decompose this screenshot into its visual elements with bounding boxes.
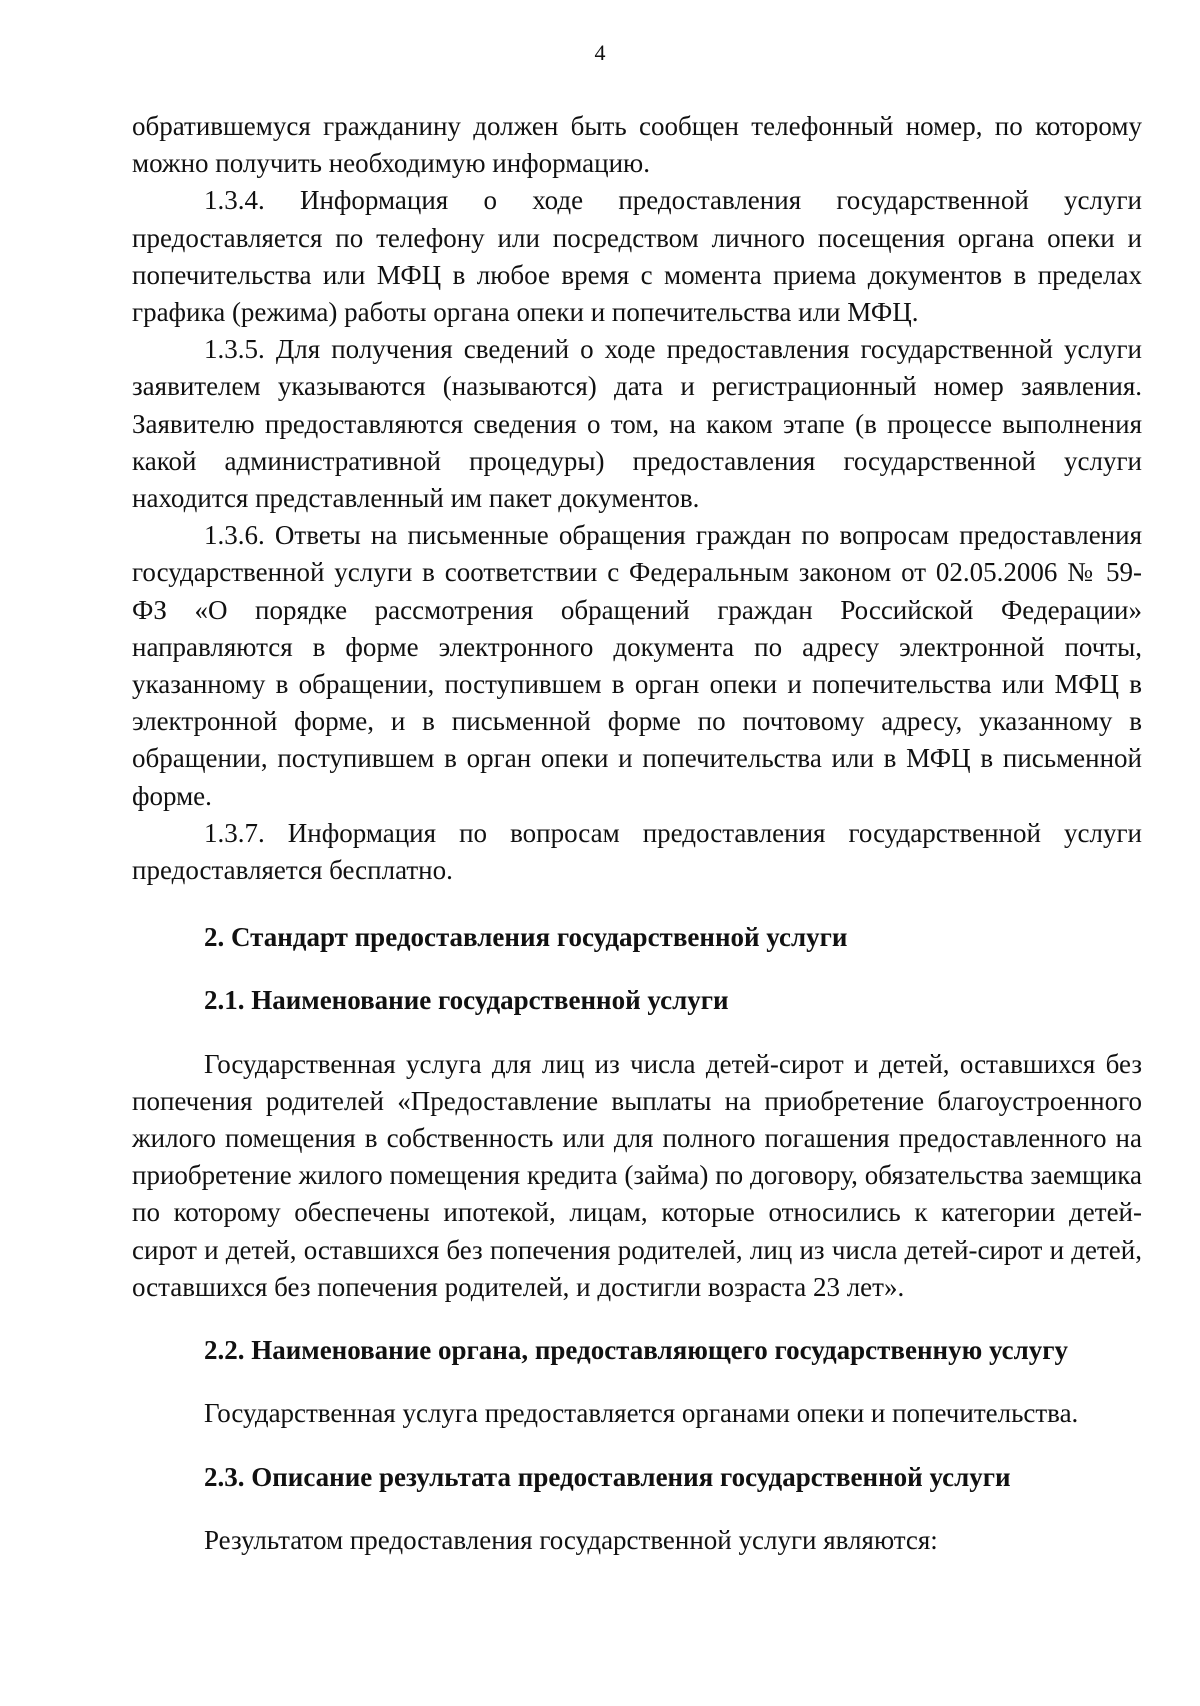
- paragraph-1-3-4: 1.3.4. Информация о ходе предоставления государственной услуги предоставляется по телефону или посредством личного посещения органа опеки и попечительства или МФЦ в любое время с момента приема документов в пределах графика (режима) работы органа опеки и попечительства или МФЦ.: [132, 185, 1142, 328]
- paragraph-1-3-7: 1.3.7. Информация по вопросам предоставления государственной услуги предоставляется бесплатно.: [132, 817, 1142, 886]
- paragraph-1-3-5: 1.3.5. Для получения сведений о ходе предоставления государственной услуги заявителем указываются (называются) дата и регистрационный номер заявления. Заявителю предоставляются сведения о том, на каком этапе (в процессе выполнения какой административной процедуры) предоставления государственной услуги находится представленный им пакет документов.: [132, 334, 1142, 514]
- section-2-3-heading: 2.3. Описание результата предоставления государственной услуги: [204, 1461, 1011, 1492]
- section-2-heading: 2. Стандарт предоставления государственной услуги: [204, 922, 848, 953]
- paragraph-1-3-6: 1.3.6. Ответы на письменные обращения граждан по вопросам предоставления государственной услуги в соответствии с Федеральным законом от 02.05.2006 № 59-ФЗ «О порядке рассмотрения обращений граждан Российской Федерации» направляются в форме электронного документа по адресу электронной почты, указанному в обращении, поступившем в орган опеки и попечительства или МФЦ в электронной форме, и в письменной форме по почтовому адресу, указанному в обращении, поступившем в орган опеки и попечительства или в МФЦ в письменной форме.: [132, 520, 1142, 811]
- section-2-2-heading: 2.2. Наименование органа, предоставляющего государственную услугу: [204, 1335, 1069, 1366]
- paragraph-continuation: обратившемуся гражданину должен быть сообщен телефонный номер, по которому можно получить необходимую информацию.: [132, 111, 1142, 179]
- section-2-1-text: Государственная услуга для лиц из числа детей-сирот и детей, оставшихся без попечения родителей «Предоставление выплаты на приобретение благоустроенного жилого помещения в собственность или для полного погашения предоставленного на приобретение жилого помещения кредита (займа) по договору, обязательства заемщика по которому обеспечены ипотекой, лицам, которые относились к категории детей-сирот и детей, оставшихся без попечения родителей, лиц из числа детей-сирот и детей, оставшихся без попечения родителей, и достигли возраста 23 лет».: [132, 1048, 1142, 1302]
- section-2-3-text: Результатом предоставления государственной услуги являются:: [204, 1524, 938, 1555]
- section-2-2-text: Государственная услуга предоставляется органами опеки и попечительства.: [204, 1398, 1079, 1429]
- page-number: 4: [594, 40, 606, 65]
- section-2-1-heading: 2.1. Наименование государственной услуги: [204, 985, 729, 1016]
- document-body: [132, 108, 1142, 1559]
